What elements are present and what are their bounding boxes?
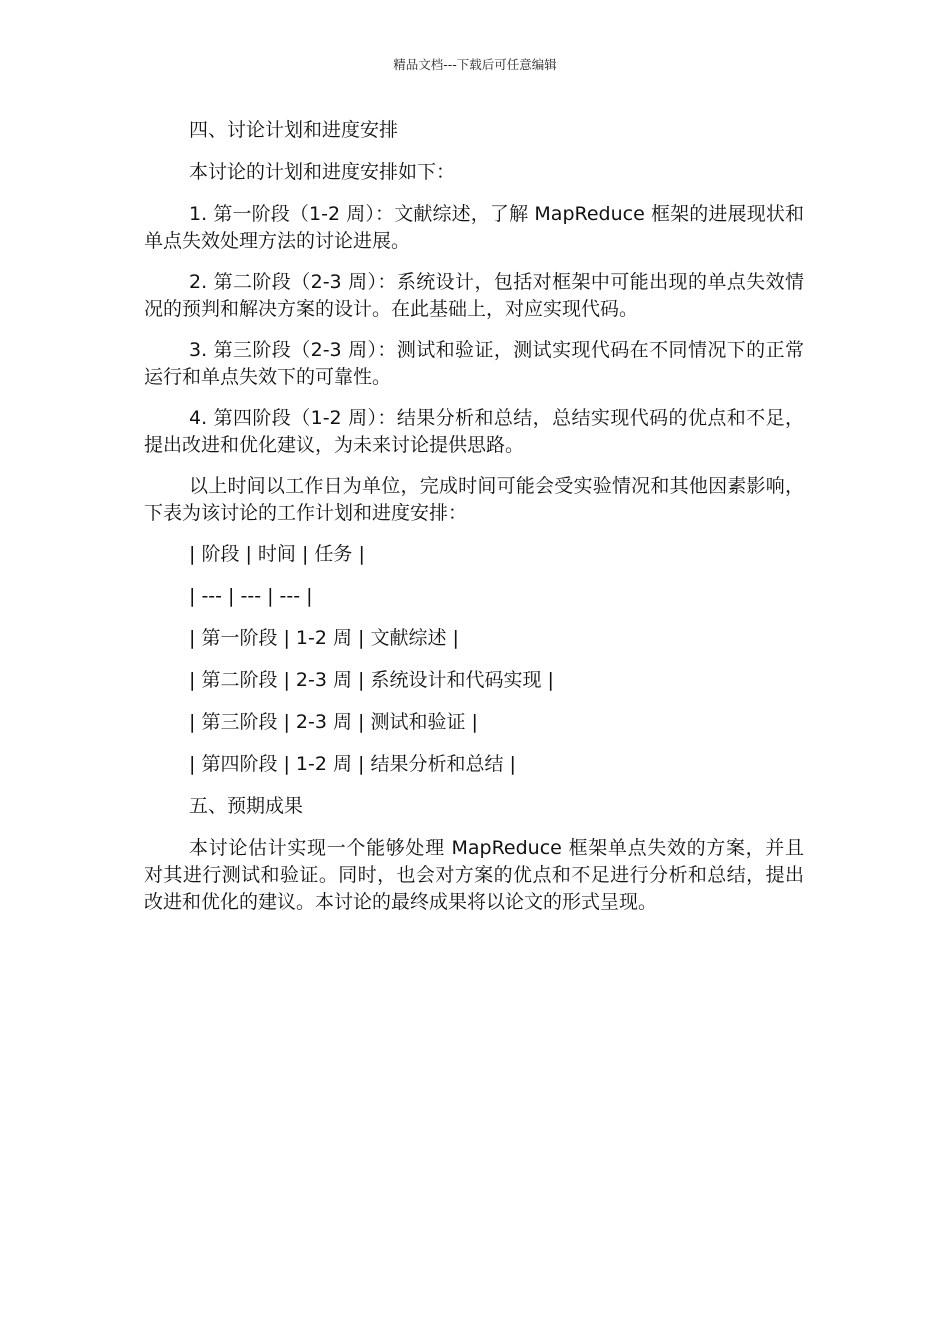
page-header: 精品文档---下载后可任意编辑 (393, 57, 557, 72)
section-heading-plan: 四、讨论计划和进度安排 (189, 119, 399, 141)
table-line: | 第一阶段 | 1-2 周 | 文献综述 | (189, 627, 459, 649)
plan-intro: 本讨论的计划和进度安排如下： (189, 161, 456, 183)
phase-item: 2. 第二阶段（2-3 周）：系统设计，包括对框架中可能出现的单点失效情况的预判和解决方案的设计。在此基础上，对应实现代码。 (144, 271, 804, 320)
phase-item: 3. 第三阶段（2-3 周）：测试和验证，测试实现代码在不同情况下的正常运行和单点失效下的可靠性。 (144, 339, 804, 388)
table-line: | 第三阶段 | 2-3 周 | 测试和验证 | (189, 711, 478, 733)
time-note: 以上时间以工作日为单位，完成时间可能会受实验情况和其他因素影响，下表为该讨论的工作计划和进度安排： (144, 475, 804, 524)
expected-results: 本讨论估计实现一个能够处理 MapReduce 框架单点失效的方案，并且对其进行测试和验证。同时，也会对方案的优点和不足进行分析和总结，提出改进和优化的建议。本讨论的最终成果将以论文的形式呈现。 (144, 837, 804, 913)
document-body (144, 117, 804, 930)
table-line: | 第二阶段 | 2-3 周 | 系统设计和代码实现 | (189, 669, 554, 691)
table-line: | 阶段 | 时间 | 任务 | (189, 543, 365, 565)
phase-item: 4. 第四阶段（1-2 周）：结果分析和总结，总结实现代码的优点和不足，提出改进和优化建议，为未来讨论提供思路。 (144, 407, 804, 456)
phase-item: 1. 第一阶段（1-2 周）：文献综述，了解 MapReduce 框架的进展现状和单点失效处理方法的讨论进展。 (144, 203, 804, 252)
table-line: | --- | --- | --- | (189, 585, 313, 607)
table-line: | 第四阶段 | 1-2 周 | 结果分析和总结 | (189, 753, 516, 775)
section-heading-results: 五、预期成果 (189, 795, 304, 817)
